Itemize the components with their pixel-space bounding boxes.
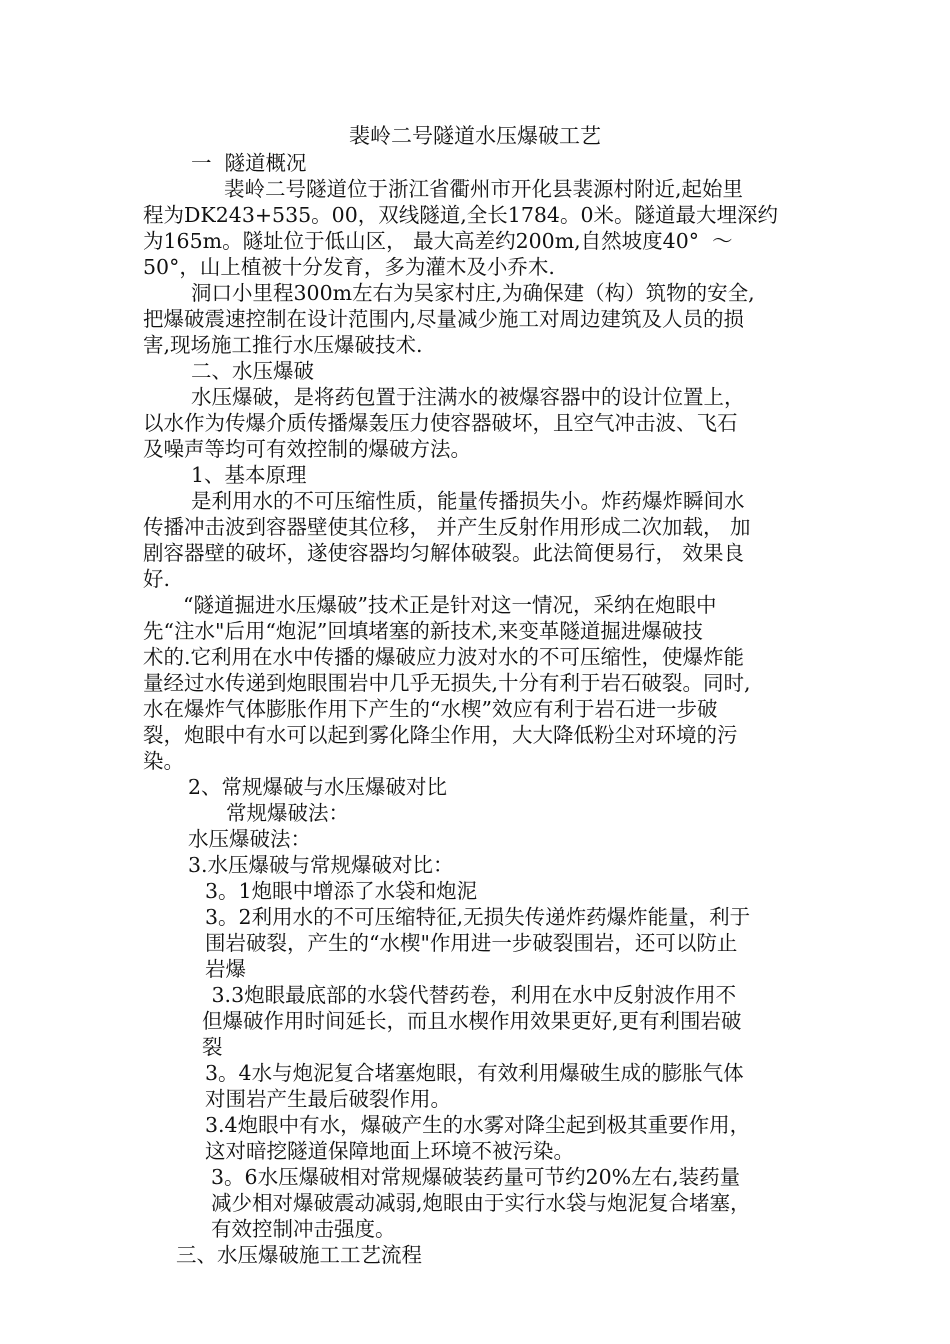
- subsection-heading-comparison-3: 3.水压爆破与常规爆破对比：: [188, 853, 454, 877]
- list-item-line: 围岩破裂，产生的“水楔"作用进一步破裂围岩，还可以防止: [205, 931, 738, 955]
- paragraph-line: 水在爆炸气体膨胀作用下产生的“水楔”效应有利于岩石进一步破: [143, 697, 718, 721]
- list-item-line: 对围岩产生最后破裂作用。: [205, 1087, 451, 1111]
- paragraph-line: 量经过水传递到炮眼围岩中几乎无损失,十分有利于岩石破裂。同时,: [143, 671, 751, 695]
- paragraph-line: 好.: [143, 567, 171, 591]
- list-item-line: 3.3炮眼最底部的水袋代替药卷，利用在水中反射波作用不: [205, 983, 737, 1007]
- paragraph-line: 为165m。隧址位于低山区， 最大高差约200m,自然坡度40° ～: [143, 229, 733, 253]
- list-item-line: 减少相对爆破震动减弱,炮眼由于实行水袋与炮泥复合堵塞，: [211, 1191, 751, 1215]
- paragraph-line: 裂，炮眼中有水可以起到雾化降尘作用，大大降低粉尘对环境的污: [143, 723, 738, 747]
- paragraph-line: 50°，山上植被十分发育，多为灌木及小乔木.: [143, 255, 555, 279]
- list-item-line: 3.4炮眼中有水，爆破产生的水雾对降尘起到极其重要作用，: [205, 1113, 751, 1137]
- paragraph-line: 以水作为传爆介质传播爆轰压力使容器破坏，且空气冲击波、飞石: [143, 411, 738, 435]
- paragraph-line: 程为DK243+535。00，双线隧道,全长1784。0米。隧道最大埋深约: [143, 203, 778, 227]
- list-item-line: 这对暗挖隧道保障地面上环境不被污染。: [205, 1139, 574, 1163]
- paragraph-line: “隧道掘进水压爆破”技术正是针对这一情况，采纳在炮眼中: [183, 593, 717, 617]
- list-item-line: 3。6水压爆破相对常规爆破装药量可节约20%左右,装药量: [211, 1165, 741, 1189]
- subsection-heading-comparison: 2、常规爆破与水压爆破对比: [188, 775, 448, 799]
- list-item-line: 有效控制冲击强度。: [211, 1217, 396, 1241]
- paragraph-line: 洞口小里程300m左右为吴家村庄,为确保建（构）筑物的安全,: [191, 281, 755, 305]
- paragraph-line: 把爆破震速控制在设计范围内,尽量减少施工对周边建筑及人员的损: [143, 307, 745, 331]
- list-item-line: 3。4水与炮泥复合堵塞炮眼，有效利用爆破生成的膨胀气体: [205, 1061, 744, 1085]
- paragraph-line: 及噪声等均可有效控制的爆破方法。: [143, 437, 471, 461]
- section-heading-water-blasting: 二、水压爆破: [191, 359, 314, 383]
- list-item-line: 3。2利用水的不可压缩特征,无损失传递炸药爆炸能量，利于: [205, 905, 751, 929]
- paragraph-line: 害,现场施工推行水压爆破技术.: [143, 333, 423, 357]
- paragraph-line: 术的.它利用在水中传播的爆破应力波对水的不可压缩性，使爆炸能: [143, 645, 745, 669]
- paragraph-line: 是利用水的不可压缩性质，能量传播损失小。炸药爆炸瞬间水: [191, 489, 745, 513]
- paragraph-line: 剧容器壁的破坏，遂使容器均匀解体破裂。此法简便易行， 效果良: [143, 541, 745, 565]
- label-conventional-blasting: 常规爆破法：: [226, 801, 349, 825]
- section-heading-process-flow: 三、水压爆破施工工艺流程: [176, 1243, 422, 1267]
- paragraph-line: 水压爆破，是将药包置于注满水的被爆容器中的设计位置上，: [191, 385, 745, 409]
- list-item-line: 岩爆: [205, 957, 246, 981]
- subsection-heading-principle: 1、基本原理: [191, 463, 307, 487]
- paragraph-line: 染。: [143, 749, 184, 773]
- document-title: 裴岭二号隧道水压爆破工艺: [349, 124, 601, 148]
- paragraph-line: 裴岭二号隧道位于浙江省衢州市开化县裴源村附近,起始里: [224, 177, 744, 201]
- label-water-blasting: 水压爆破法：: [188, 827, 311, 851]
- paragraph-line: 传播冲击波到容器壁使其位移， 并产生反射作用形成二次加载， 加: [143, 515, 751, 539]
- list-item: 3。1炮眼中增添了水袋和炮泥: [205, 879, 478, 903]
- paragraph-line: 先“注水"后用“炮泥”回填堵塞的新技术,来变革隧道掘进爆破技: [143, 619, 703, 643]
- list-item-line: 裂: [202, 1035, 223, 1059]
- list-item-line: 但爆破作用时间延长，而且水楔作用效果更好,更有利围岩破: [202, 1009, 742, 1033]
- section-heading-overview: 一 隧道概况: [191, 151, 307, 175]
